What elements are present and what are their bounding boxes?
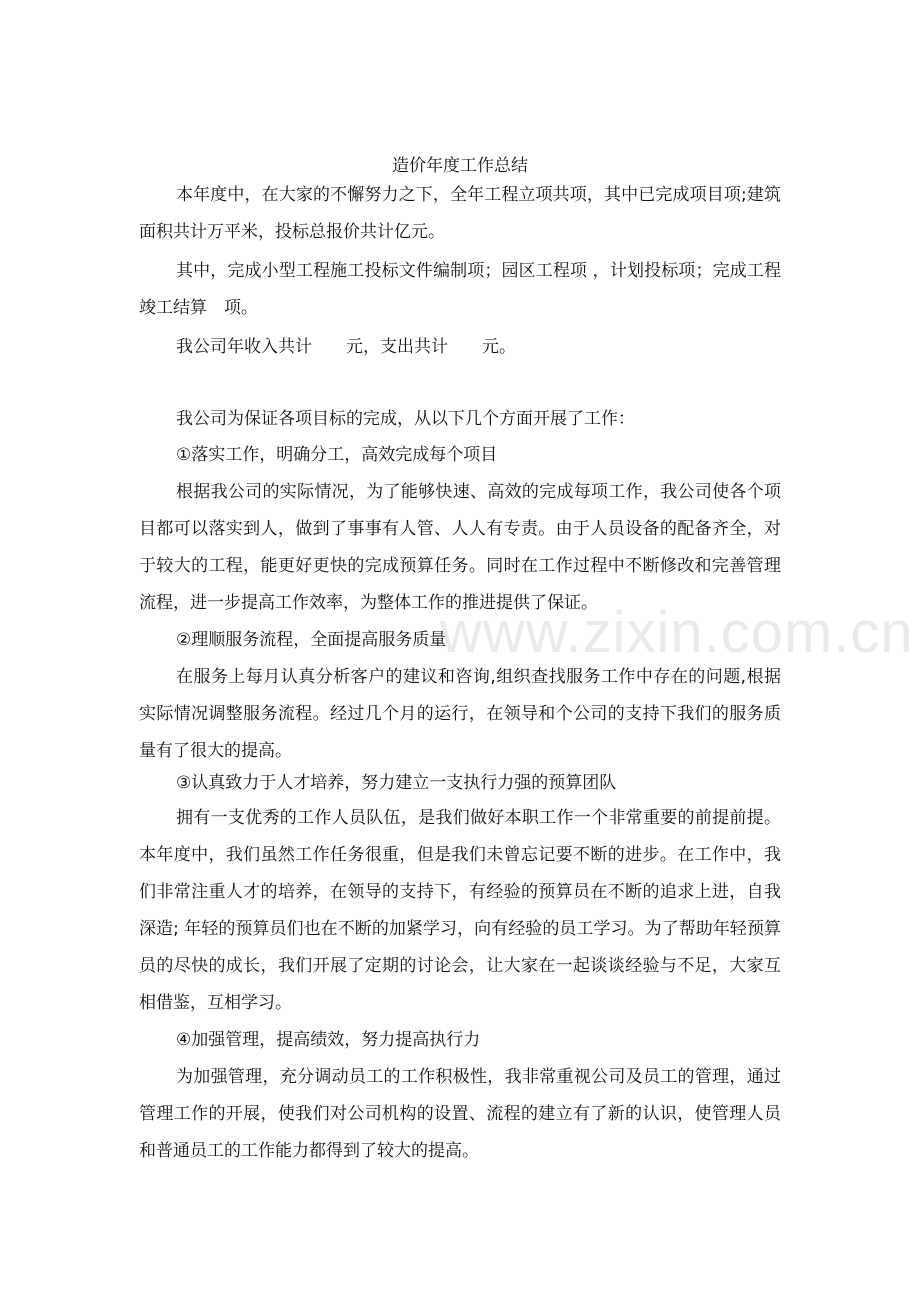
section-heading-3: ③认真致力于人才培养，努力建立一支执行力强的预算团队 [176, 773, 617, 793]
paragraph-section-1: 根据我公司的实际情况，为了能够快速、高效的完成每项工作，我公司使各个项目都可以落实到人，做到了事事有人管、人人有专责。由于人员设备的配备齐全，对于较大的工程，能更好更快的完成预算任务。同时在工作过程中不断修改和完善管理流程，进一步提高工作效率，为整体工作的推进提供了保证。 [139, 482, 781, 613]
watermark-text: www.zixin.com.cn [440, 600, 914, 665]
paragraph-section-4: 为加强管理，充分调动员工的工作积极性，我非常重视公司及员工的管理，通过管理工作的开展，使我们对公司机构的设置、流程的建立有了新的认识，使管理人员和普通员工的工作能力都得到了较大的提高。 [139, 1067, 781, 1161]
paragraph-project-summary: 本年度中，在大家的不懈努力之下，全年工程立项共项，其中已完成项目项;建筑面积共计万平米，投标总报价共计亿元。 [139, 185, 781, 242]
paragraph-intro-aspects: 我公司为保证各项目标的完成，从以下几个方面开展了工作： [176, 409, 635, 429]
document-title: 造价年度工作总结 [392, 156, 528, 176]
section-heading-2: ②理顺服务流程，全面提高服务质量 [176, 630, 447, 650]
section-heading-1: ①落实工作，明确分工，高效完成每个项目 [176, 445, 498, 465]
paragraph-completed-work: 其中，完成小型工程施工投标文件编制项；园区工程项 ，计划投标项；完成工程竣工结算 项。 [139, 261, 781, 318]
paragraph-section-2: 在服务上每月认真分析客户的建议和咨询,组织查找服务工作中存在的问题,根据实际情况调整服务流程。经过几个月的运行，在领导和个公司的支持下我们的服务质量有了很大的提高。 [139, 667, 781, 761]
section-heading-4: ④加强管理，提高绩效，努力提高执行力 [176, 1030, 481, 1050]
paragraph-income-expense: 我公司年收入共计 元，支出共计 元。 [176, 337, 516, 357]
paragraph-section-3: 拥有一支优秀的工作人员队伍，是我们做好本职工作一个非常重要的前提前提。本年度中，我们虽然工作任务很重，但是我们未曾忘记要不断的进步。在工作中，我们非常注重人才的培养，在领导的支持下，有经验的预算员在不断的追求上进，自我深造; 年轻的预算员们也在不断的加紧学习，向有经验的员工学习。为了帮助年轻预算员的尽快的成长，我们开展了定期的讨论会，让大家在一起谈谈经验与不足，大家互相借鉴，互相学习。 [139, 808, 781, 1013]
